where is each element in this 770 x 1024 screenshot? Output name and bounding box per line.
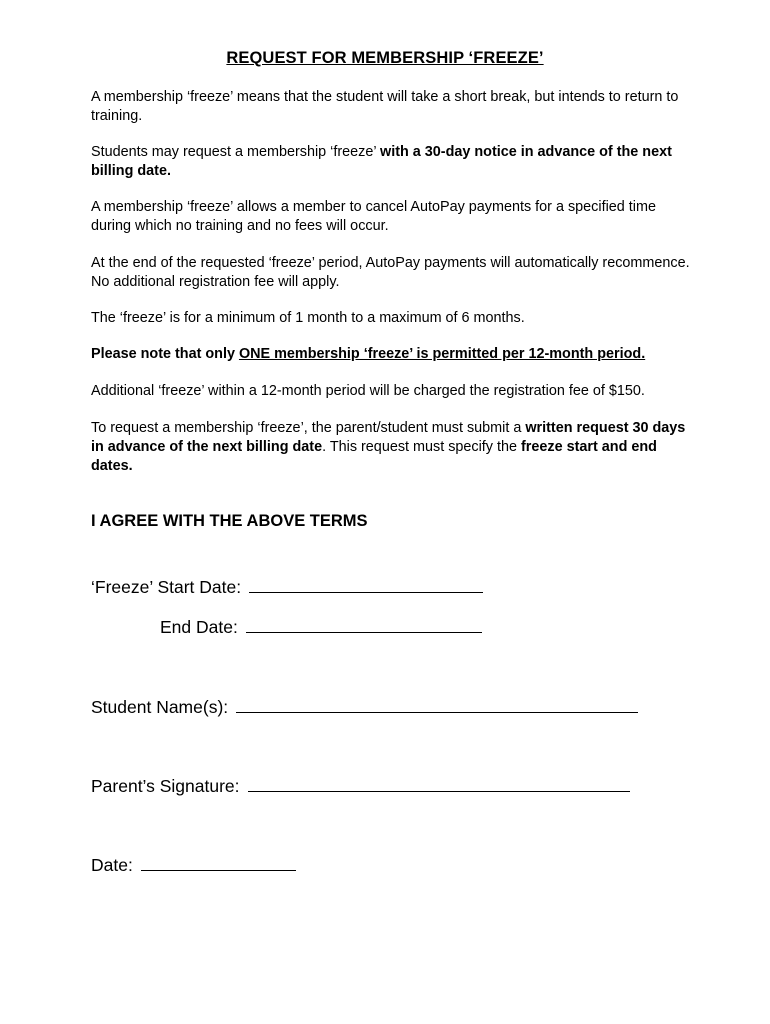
paragraph-bold-underlined-text: ONE membership ‘freeze’ is permitted per 12-month period.: [238, 346, 646, 362]
parent-signature-label: Parent’s Signature:: [91, 776, 240, 796]
paragraph-text: . This request must specify the: [322, 439, 521, 455]
page-title: REQUEST FOR MEMBERSHIP ‘FREEZE’: [226, 49, 544, 67]
paragraph-text: A membership ‘freeze’ means that the student will take a short break, but intends to return to training.: [91, 89, 679, 124]
paragraph-one-freeze-note: [91, 345, 691, 364]
paragraph-notice-requirement: [91, 143, 691, 181]
date-label: Date:: [91, 855, 133, 875]
freeze-start-date-line[interactable]: [249, 574, 483, 593]
student-names-field: [91, 694, 638, 718]
paragraph-autopay-cancel: [91, 198, 691, 236]
paragraph-freeze-duration: [91, 309, 691, 328]
paragraph-additional-fee: [91, 382, 691, 401]
paragraph-bold-text: with a 30-day notice in advance of the next billing date.: [91, 144, 672, 179]
paragraph-text: Additional ‘freeze’ within a 12-month period will be charged the registration fee of $150.: [91, 383, 645, 399]
paragraph-bold-text: freeze start and end dates.: [91, 439, 657, 474]
parent-signature-line[interactable]: [248, 773, 630, 792]
date-field: [91, 852, 296, 876]
student-names-label: Student Name(s):: [91, 697, 229, 717]
paragraph-text: To request a membership ‘freeze’, the parent/student must submit a: [91, 420, 526, 436]
date-line[interactable]: [141, 852, 296, 871]
paragraph-freeze-definition: [91, 88, 691, 126]
end-date-field: [160, 614, 482, 638]
end-date-line[interactable]: [246, 614, 482, 633]
paragraph-text: A membership ‘freeze’ allows a member to cancel AutoPay payments for a specified time during which no training and no fees will occur.: [91, 199, 656, 234]
paragraph-autopay-recommence: [91, 254, 691, 292]
paragraph-text: Students may request a membership ‘freeze’: [91, 144, 381, 160]
paragraph-bold-text: Please note that only: [91, 346, 239, 362]
paragraph-text: The ‘freeze’ is for a minimum of 1 month to a maximum of 6 months.: [91, 310, 525, 326]
freeze-start-date-label: ‘Freeze’ Start Date:: [91, 577, 242, 597]
paragraph-request-instructions: [91, 419, 691, 476]
paragraph-bold-text: written request 30 days in advance of the next billing date: [91, 420, 686, 455]
freeze-start-date-field: [91, 574, 483, 598]
end-date-label: End Date:: [160, 617, 238, 637]
parent-signature-field: [91, 773, 630, 797]
paragraph-text: At the end of the requested ‘freeze’ period, AutoPay payments will automatically recommence. No additional registration fee will apply.: [91, 255, 690, 290]
agree-heading: I AGREE WITH THE ABOVE TERMS: [91, 512, 368, 530]
student-names-line[interactable]: [236, 694, 638, 713]
